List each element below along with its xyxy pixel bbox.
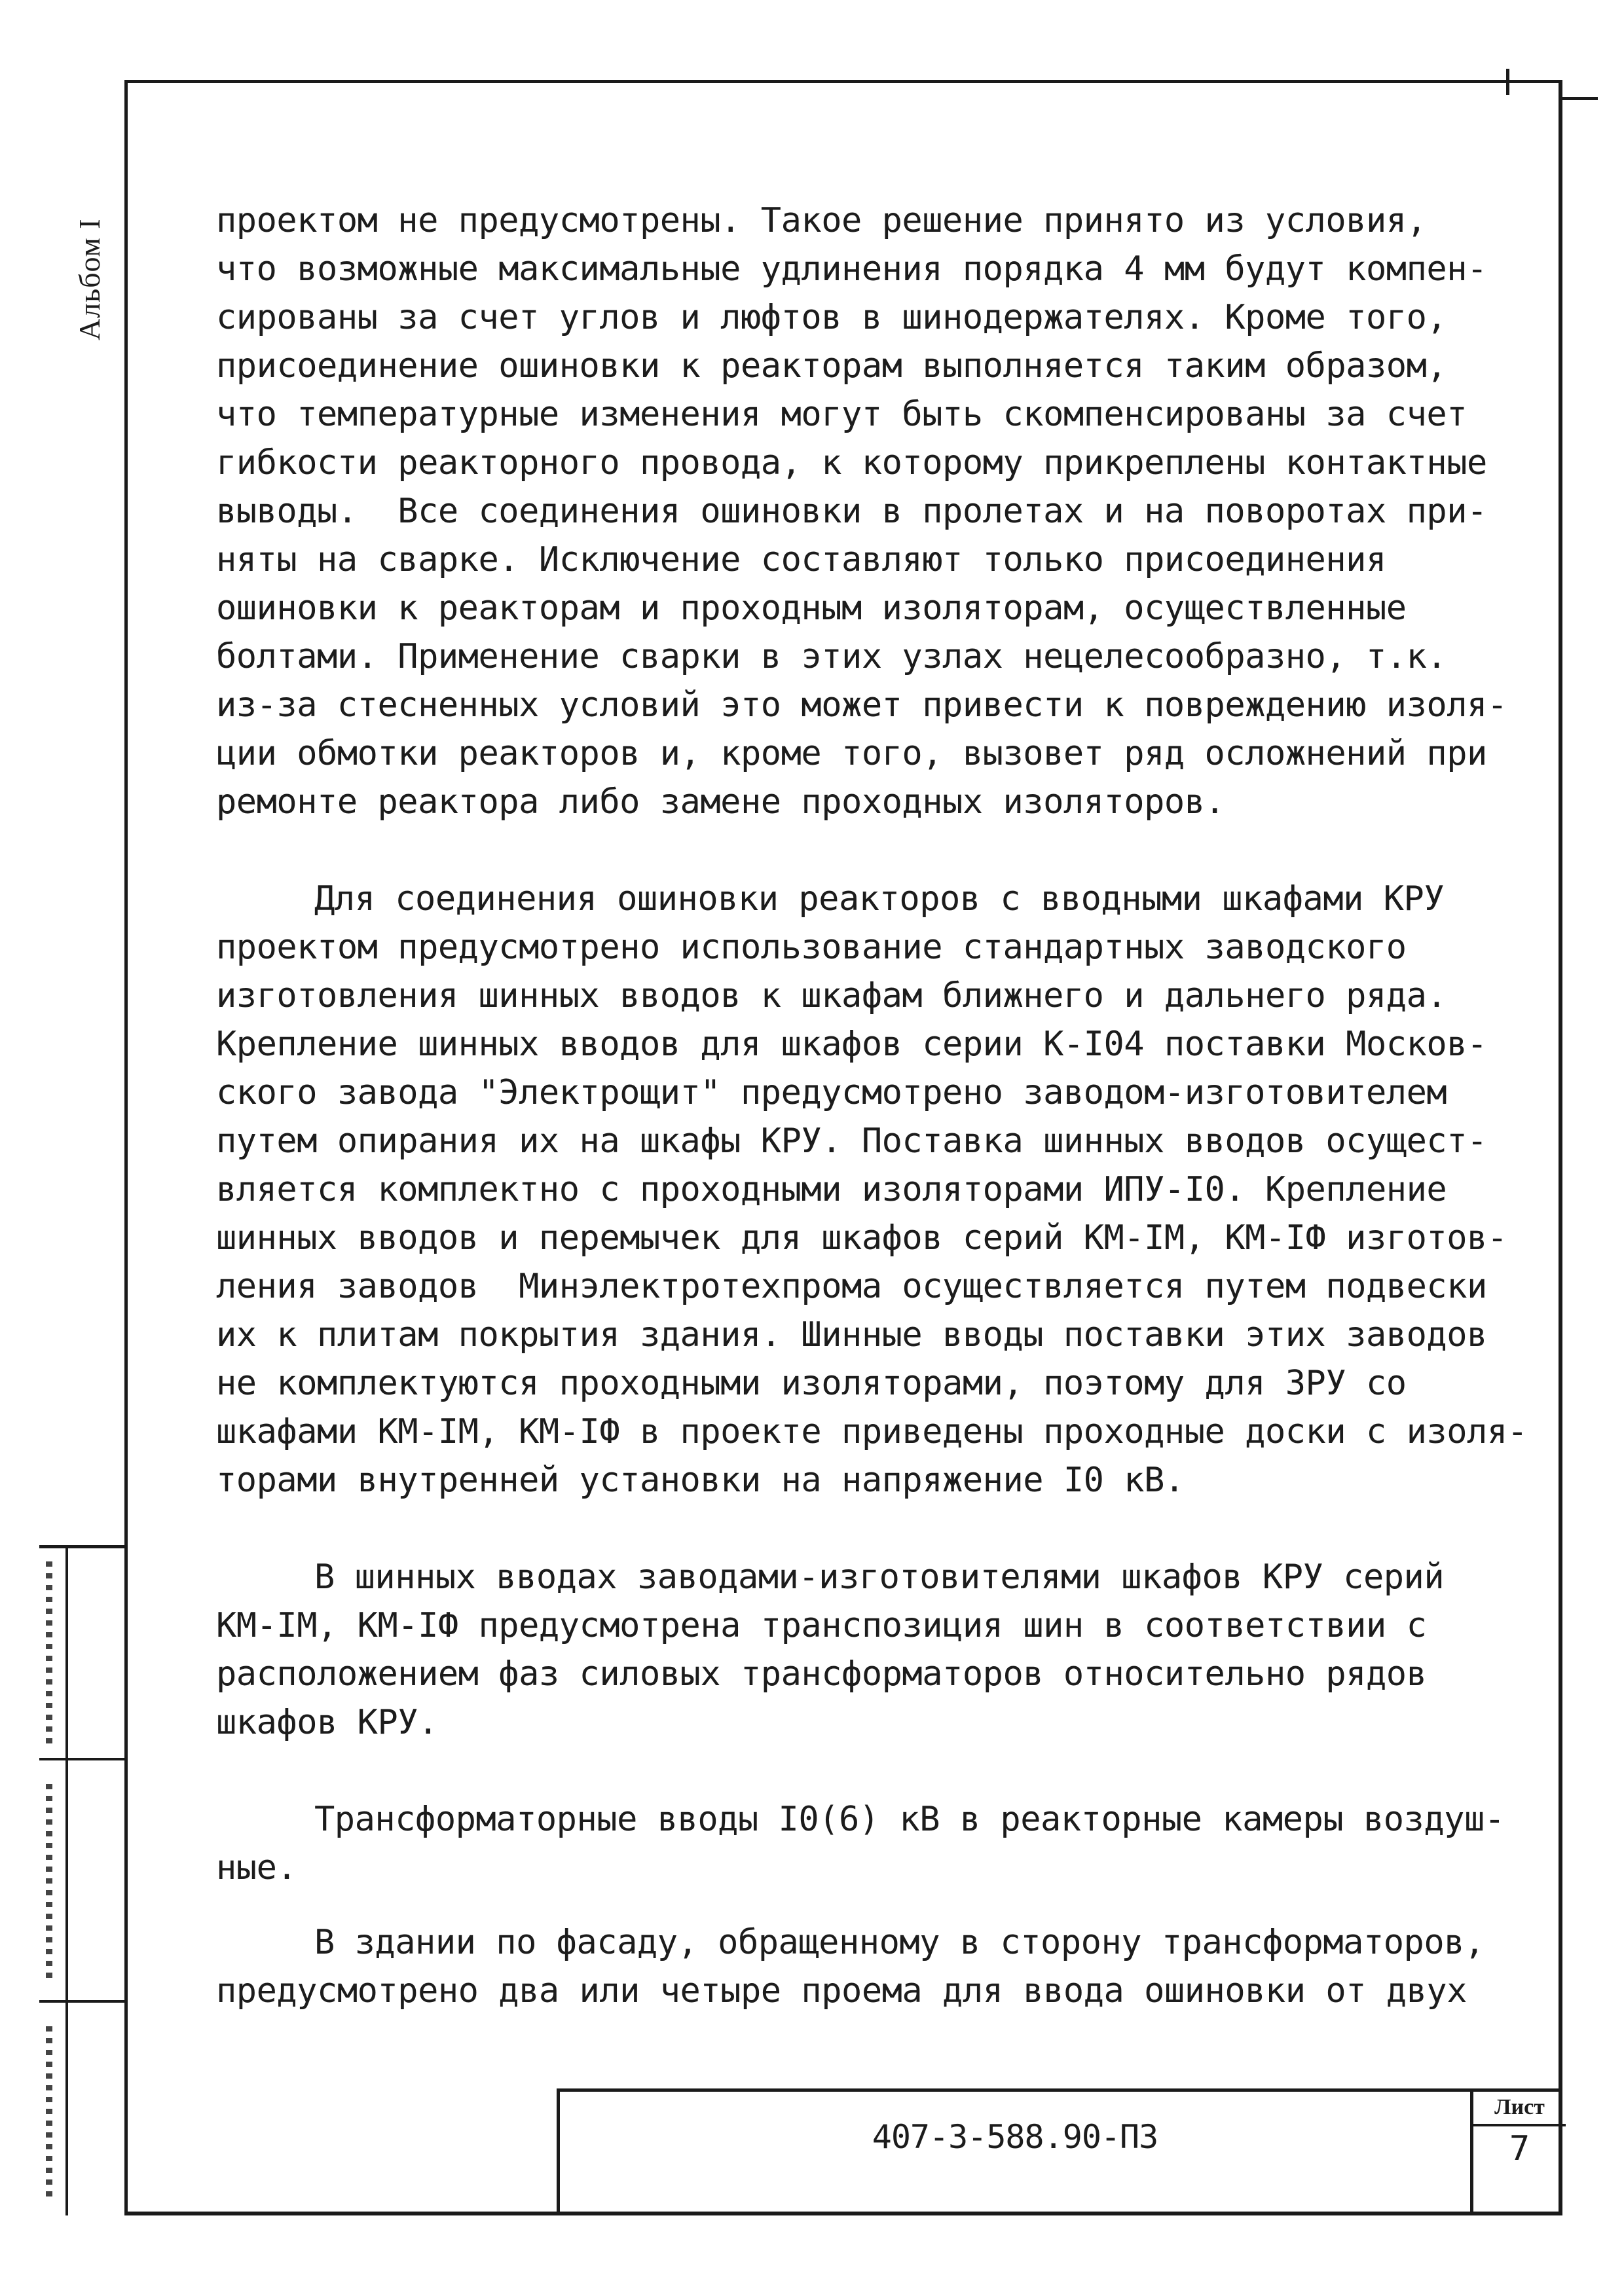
text-line: ции обмотки реакторов и, кроме того, вызовет ряд осложнений при bbox=[216, 734, 1487, 773]
text-line: Крепление шинных вводов для шкафов серии К-I04 поставки Москов- bbox=[216, 1025, 1487, 1064]
text-line: путем опирания их на шкафы КРУ. Поставка шинных вводов осущест- bbox=[216, 1121, 1487, 1161]
stamp-faint-text bbox=[46, 1784, 52, 1980]
text-line: КМ-IМ, КМ-IФ предусмотрена транспозиция шин в соответствии с bbox=[216, 1606, 1427, 1645]
text-line: торами внутренней установки на напряжение I0 кВ. bbox=[216, 1461, 1185, 1500]
text-line: ные. bbox=[216, 1848, 297, 1887]
text-line: изготовления шинных вводов к шкафам ближнего и дальнего ряда. bbox=[216, 976, 1447, 1015]
text-line: присоединение ошиновки к реакторам выполняется таким образом, bbox=[216, 346, 1447, 386]
stamp-row-line bbox=[39, 2000, 124, 2003]
text-line: ления заводов Минэлектротехпрома осуществляется путем подвески bbox=[216, 1267, 1487, 1306]
text-line: шкафов КРУ. bbox=[216, 1703, 438, 1742]
text-line: ремонте реактора либо замене проходных изоляторов. bbox=[216, 782, 1225, 822]
text-line: гибкости реакторного провода, к которому прикреплены контактные bbox=[216, 443, 1487, 483]
text-line: выводы. Все соединения ошиновки в пролетах и на поворотах при- bbox=[216, 492, 1487, 531]
text-line: ошиновки к реакторам и проходным изоляторам, осуществленные bbox=[216, 589, 1407, 628]
text-line: что возможные максимальные удлинения порядка 4 мм будут компен- bbox=[216, 249, 1487, 289]
text-line: расположением фаз силовых трансформаторов относительно рядов bbox=[216, 1654, 1427, 1694]
sheet-label: Лист bbox=[1473, 2088, 1566, 2126]
text-line: вляется комплектно с проходными изоляторами ИПУ-I0. Крепление bbox=[216, 1170, 1447, 1209]
stamp-row-line bbox=[39, 1758, 124, 1760]
text-line: шинных вводов и перемычек для шкафов серий КМ-IМ, КМ-IФ изготов- bbox=[216, 1218, 1507, 1258]
text-line: ского завода "Электрощит" предусмотрено заводом-изготовителем bbox=[216, 1073, 1447, 1112]
text-line: что температурные изменения могут быть скомпенсированы за счет bbox=[216, 395, 1467, 434]
paragraph bbox=[216, 875, 1559, 1504]
text-line: из-за стесненных условий это может привести к повреждению изоля- bbox=[216, 685, 1507, 725]
sheet-number: 7 bbox=[1509, 2129, 1530, 2168]
stamp-faint-text bbox=[46, 1561, 52, 1745]
approval-stamp-strip bbox=[39, 1545, 124, 2215]
text-line: шкафами КМ-IМ, КМ-IФ в проекте приведены проходные доски с изоля- bbox=[216, 1412, 1528, 1451]
text-line: Трансформаторные вводы I0(6) кВ в реакторные камеры воздуш- bbox=[314, 1800, 1505, 1839]
text-line: В шинных вводах заводами-изготовителями шкафов КРУ серий bbox=[314, 1558, 1445, 1597]
text-line: предусмотрено два или четыре проема для ввода ошиновки от двух bbox=[216, 1971, 1467, 2011]
paragraph bbox=[216, 1918, 1559, 2015]
paragraph bbox=[216, 196, 1559, 826]
title-block bbox=[557, 2088, 1562, 2215]
text-line: их к плитам покрытия здания. Шинные вводы поставки этих заводов bbox=[216, 1315, 1487, 1355]
stamp-divider bbox=[65, 1548, 68, 2215]
text-line: не комплектуются проходными изоляторами, поэтому для ЗРУ со bbox=[216, 1364, 1407, 1403]
text-line: В здании по фасаду, обращенному в сторону трансформаторов, bbox=[314, 1923, 1485, 1962]
text-line: Для соединения ошиновки реакторов с вводными шкафами КРУ bbox=[314, 879, 1445, 919]
text-line: проектом предусмотрено использование стандартных заводского bbox=[216, 928, 1407, 967]
paragraph bbox=[216, 1553, 1559, 1747]
text-line: проектом не предусмотрены. Такое решение принято из условия, bbox=[216, 201, 1427, 240]
album-label: Альбом I bbox=[73, 218, 106, 340]
paragraph bbox=[216, 1795, 1559, 1892]
frame-top-tick bbox=[1506, 69, 1509, 95]
text-line: сированы за счет углов и люфтов в шинодержателях. Кроме того, bbox=[216, 298, 1447, 337]
text-line: няты на сварке. Исключение составляют только присоединения bbox=[216, 540, 1386, 579]
document-body bbox=[216, 196, 1559, 2064]
document-code: 407-3-588.90-ПЗ bbox=[872, 2118, 1158, 2156]
text-line: болтами. Применение сварки в этих узлах нецелесообразно, т.к. bbox=[216, 637, 1447, 676]
stamp-faint-text bbox=[46, 2026, 52, 2196]
frame-top-extension bbox=[1559, 97, 1598, 100]
sheet-cell bbox=[1470, 2088, 1566, 2215]
